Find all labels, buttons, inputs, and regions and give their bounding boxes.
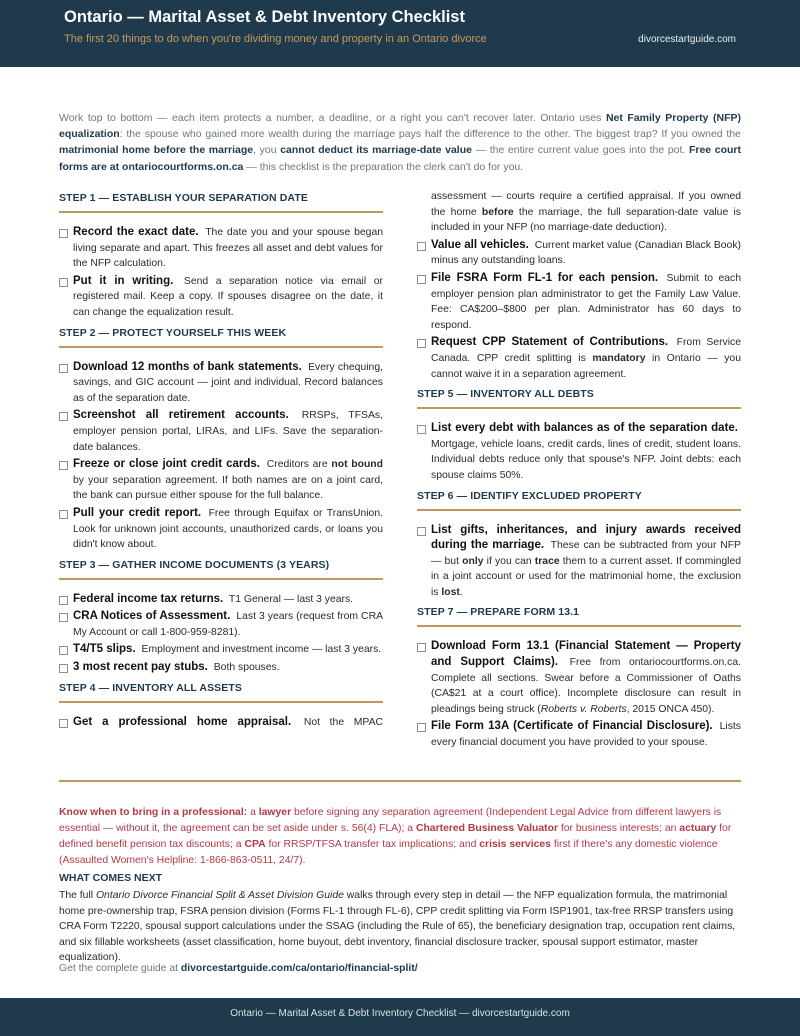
checklist-item[interactable]: Download 12 months of bank statements. Every chequing, savings, and GIC account — joint and individual. Record balances as of the separation date.	[59, 360, 383, 407]
checkbox[interactable]	[417, 723, 426, 732]
what-comes-next-heading: WHAT COMES NEXT	[59, 872, 163, 884]
checklist-item[interactable]: Record the exact date. The date you and your spouse began living separate and apart. This freezes all asset and debt values for the NFP calculation.	[59, 225, 383, 272]
checklist-item[interactable]: 3 most recent pay stubs. Both spouses.	[59, 660, 383, 676]
page-header	[0, 0, 800, 67]
step-heading: STEP 4 — INVENTORY ALL ASSETS	[59, 680, 383, 703]
checkbox[interactable]	[417, 242, 426, 251]
checkbox[interactable]	[417, 425, 426, 434]
checkbox[interactable]	[59, 719, 68, 728]
intro-paragraph: Work top to bottom — each item protects a number, a deadline, or a right you can't recover later. Ontario uses Net Family Property (NFP) equalization: the spouse who gained more wealth during the marriage pays half the difference to the other. The biggest trap? If you owned the matrimonial home before the marriage, you cannot deduct its marriage-date value — the entire current value goes into the pot. Free court forms are at ontariocourtforms.on.ca — this checklist is the preparation the clerk can't do for you.	[59, 112, 741, 173]
step-heading: STEP 6 — IDENTIFY EXCLUDED PROPERTY	[417, 488, 741, 511]
checklist-item[interactable]: Download Form 13.1 (Financial Statement — Property and Support Claims). Free from ontariocourtforms.on.ca. Complete all sections. Swear before a Commissioner of Oaths (CA$21 at a court office). Incomplete disclosure can result in pleadings being struck (Roberts v. Roberts, 2015 ONCA 450).	[417, 639, 741, 717]
site-url[interactable]: divorcestartguide.com	[638, 34, 736, 45]
what-comes-next-text: The full Ontario Divorce Financial Split & Asset Division Guide walks through every step in detail — the NFP equalization formula, the matrimonial home pre-ownership trap, FSRA pension division (Forms FL-1 through FL-6), CPP credit splitting via Form ISP1901, tax-free RRSP transfers using CRA Form T2220, spousal support calculations under the SSAG (including the Rule of 65), the beneficiary designation trap, occupation rent claims, and six fillable worksheets (asset classification, home buyout, debt inventory, financial disclosure tracker, spousal support estimator, master equalization).	[59, 890, 736, 964]
checkbox[interactable]	[59, 364, 68, 373]
checklist-item[interactable]: Screenshot all retirement accounts. RRSPs, TFSAs, employer pension portal, LIRAs, and LIFs. Save the separation-date balances.	[59, 408, 383, 455]
step-heading: STEP 7 — PREPARE FORM 13.1	[417, 604, 741, 627]
checkbox[interactable]	[59, 229, 68, 238]
checkbox[interactable]	[417, 339, 426, 348]
checklist-item[interactable]: T4/T5 slips. Employment and investment income — last 3 years.	[59, 642, 383, 658]
page-subtitle: The first 20 things to do when you're dividing money and property in an Ontario divorce	[64, 33, 487, 45]
section-divider	[59, 780, 741, 782]
right-column	[417, 189, 741, 753]
checkbox[interactable]	[59, 646, 68, 655]
checkbox[interactable]	[59, 664, 68, 673]
checkbox[interactable]	[417, 643, 426, 652]
step-heading: STEP 1 — ESTABLISH YOUR SEPARATION DATE	[59, 190, 383, 213]
checklist-item[interactable]: CRA Notices of Assessment. Last 3 years (request from CRA My Account or call 1-800-959-8281).	[59, 609, 383, 640]
checkbox[interactable]	[59, 613, 68, 622]
step-heading: STEP 2 — PROTECT YOURSELF THIS WEEK	[59, 325, 383, 348]
checkbox[interactable]	[59, 461, 68, 470]
checklist-item[interactable]: Put it in writing. Send a separation notice via email or registered mail. Keep a copy. If spouses disagree on the date, it can change the equalization result.	[59, 274, 383, 321]
page-title: Ontario — Marital Asset & Debt Inventory Checklist	[64, 8, 465, 26]
checklist-item[interactable]: File FSRA Form FL-1 for each pension. Submit to each employer pension plan administrator to get the Family Law Value. Fee: CA$200–$800 per plan. Administrator has 60 days to respond.	[417, 271, 741, 333]
checklist-item[interactable]: Request CPP Statement of Contributions. From Service Canada. CPP credit splitting is mandatory in Ontario — you cannot waive it in a separation agreement.	[417, 335, 741, 382]
left-column	[59, 190, 383, 732]
checkbox[interactable]	[59, 510, 68, 519]
checklist-item[interactable]: Federal income tax returns. T1 General — last 3 years.	[59, 592, 383, 608]
page-footer	[0, 998, 800, 1036]
guide-link[interactable]: divorcestartguide.com/ca/ontario/financial-split/	[180, 963, 418, 974]
guide-cta: Get the complete guide at divorcestartguide.com/ca/ontario/financial-split/	[59, 963, 418, 974]
checkbox[interactable]	[59, 278, 68, 287]
checklist-item[interactable]: Get a professional home appraisal. Not the MPAC	[59, 715, 383, 731]
checklist-item[interactable]: List every debt with balances as of the separation date. Mortgage, vehicle loans, credit cards, lines of credit, student loans. Individual debts reduce only that spouse's NFP. Joint debts: each spouse claims 50%.	[417, 421, 741, 483]
checklist-item[interactable]: Value all vehicles. Current market value (Canadian Black Book) minus any outstanding loans.	[417, 238, 741, 269]
checklist-item[interactable]: Freeze or close joint credit cards. Creditors are not bound by your separation agreement. If both names are on a joint card, the bank can pursue either spouse for the full balance.	[59, 457, 383, 504]
checklist-item[interactable]: Pull your credit report. Free through Equifax or TransUnion. Look for unknown joint accounts, unauthorized cards, or loans you didn't know about.	[59, 506, 383, 553]
checkbox[interactable]	[59, 412, 68, 421]
footer-text: Ontario — Marital Asset & Debt Inventory Checklist — divorcestartguide.com	[230, 1008, 570, 1019]
checklist-item-continued: assessment — courts require a certified appraisal. If you owned the home before the marriage, the full separation-date value is included in your NFP (no marriage-date deduction).	[431, 191, 741, 234]
checklist-item[interactable]: List gifts, inheritances, and injury awards received during the marriage. These can be subtracted from your NFP — but only if you can trace them to a current asset. If commingled in a joint account or used for the matrimonial home, the exclusion is lost.	[417, 523, 741, 601]
checklist-item[interactable]: File Form 13A (Certificate of Financial Disclosure). Lists every financial document you have provided to your spouse.	[417, 719, 741, 750]
checkbox[interactable]	[59, 596, 68, 605]
checkbox[interactable]	[417, 275, 426, 284]
step-heading: STEP 3 — GATHER INCOME DOCUMENTS (3 YEARS)	[59, 557, 383, 580]
checkbox[interactable]	[417, 527, 426, 536]
professional-advice-note: Know when to bring in a professional: a lawyer before signing any separation agreement (Independent Legal Advice from different lawyers is essential — without it, the agreement can be set aside under s. 56(4) FLA); a Chartered Business Valuator for business interests; an actuary for defined benefit pension tax discounts; a CPA for RRSP/TFSA transfer tax implications; and crisis services first if there's any domestic violence (Assaulted Women's Helpline: 1-866-863-0511, 24/7).	[59, 807, 732, 866]
step-heading: STEP 5 — INVENTORY ALL DEBTS	[417, 386, 741, 409]
